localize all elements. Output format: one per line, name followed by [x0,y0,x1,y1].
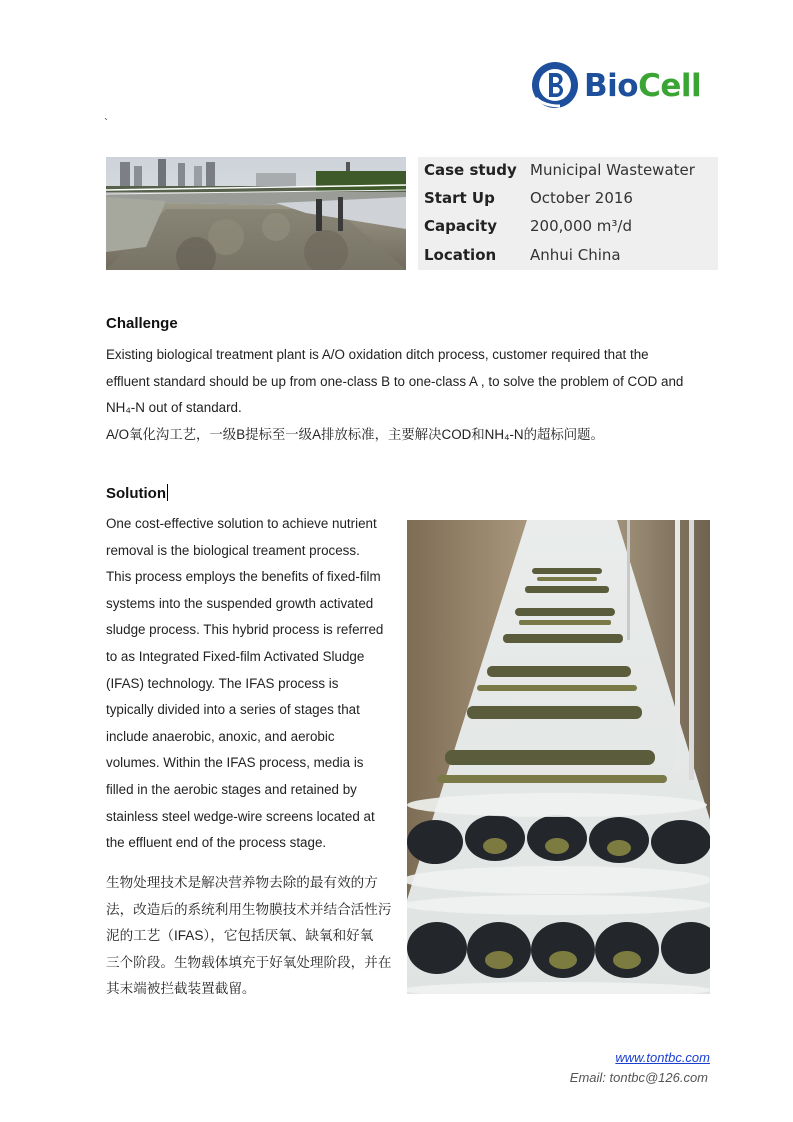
challenge-body [106,342,710,448]
contact-email: Email: tontbc@126.com [569,1070,708,1085]
solution-line: stainless steel wedge-wire screens located at [106,808,375,824]
stray-tick-mark: ` [104,116,108,130]
info-row-case-study [418,157,718,185]
solution-line-chinese: 泥的工艺（IFAS），它包括厌氧、缺氧和好氧 [106,928,374,944]
info-row-start-up [418,185,718,213]
solution-body-chinese [106,870,395,1003]
challenge-line: effluent standard should be up from one-class B to one-class A , to solve the problem of COD and [106,373,684,389]
info-row-capacity [418,213,718,241]
solution-heading-text: Solution [106,485,166,502]
biocell-logo-icon [530,60,580,110]
info-value: October 2016 [530,189,633,207]
solution-line: filled in the aerobic stages and retained by [106,781,357,797]
biocell-wordmark: BioCell [584,68,702,104]
info-row-location [418,242,718,270]
solution-body-english [106,511,395,857]
solution-line: removal is the biological treament process. [106,542,360,558]
info-value: Municipal Wastewater [530,161,695,179]
solution-line: systems into the suspended growth activated [106,595,374,611]
solution-line: This process employs the benefits of fixed-film [106,569,381,585]
challenge-heading: Challenge [106,315,178,332]
challenge-line-chinese: A/O氧化沟工艺，一级B提标至一级A排放标准，主要解决COD和NH₄-N的超标问题。 [106,426,604,442]
solution-line: volumes. Within the IFAS process, media is [106,755,364,771]
ifas-aeration-tank-photo [407,520,710,994]
solution-line: the effluent end of the process stage. [106,835,327,851]
solution-line-chinese: 法，改造后的系统利用生物膜技术并结合活性污 [106,901,392,917]
challenge-line: NH₄-N out of standard. [106,400,242,416]
solution-line-chinese: 其末端被拦截装置截留。 [106,981,256,997]
info-key: Capacity [424,217,497,235]
solution-line: to as Integrated Fixed-film Activated Sludge [106,648,365,664]
solution-line: typically divided into a series of stages that [106,702,360,718]
project-info-table [418,157,718,270]
website-link[interactable]: www.tontbc.com [615,1050,710,1065]
solution-heading [106,484,168,502]
solution-line: One cost-effective solution to achieve nutrient [106,516,377,531]
solution-line: sludge process. This hybrid process is referred [106,622,384,638]
info-key: Case study [424,161,517,179]
solution-line: (IFAS) technology. The IFAS process is [106,675,339,691]
solution-line-chinese: 生物处理技术是解决营养物去除的最有效的方 [106,875,378,890]
info-value: 200,000 m³/d [530,217,632,235]
oxidation-ditch-photo [106,157,406,270]
info-value: Anhui China [530,246,621,264]
solution-line-chinese: 三个阶段。生物载体填充于好氧处理阶段，并在 [106,954,392,970]
info-key: Location [424,246,497,264]
biocell-logo [530,60,720,112]
text-cursor [167,484,168,501]
solution-line: include anaerobic, anoxic, and aerobic [106,728,335,744]
info-key: Start Up [424,189,495,207]
challenge-line: Existing biological treatment plant is A/O oxidation ditch process, customer required that the [106,347,649,362]
